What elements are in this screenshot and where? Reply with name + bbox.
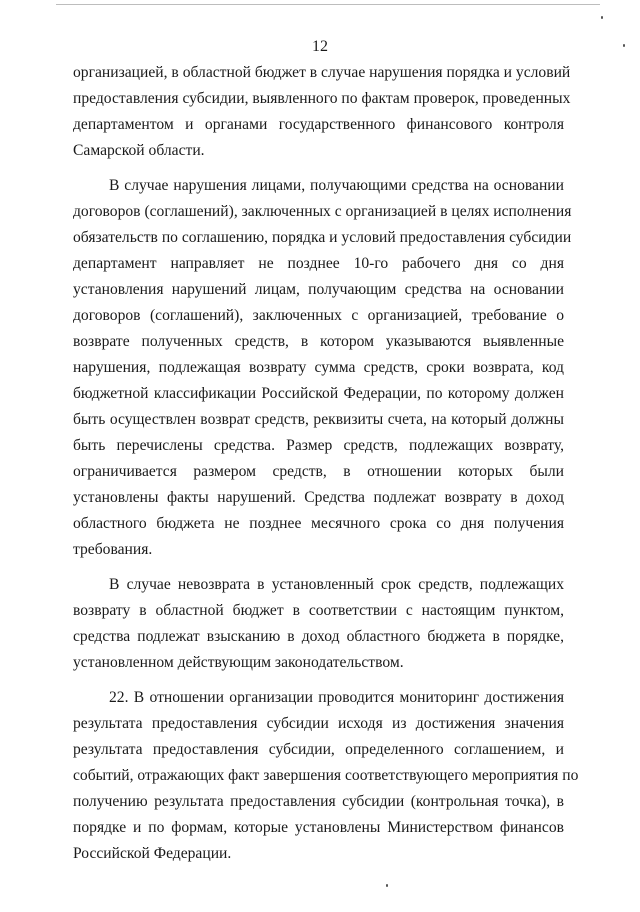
- text-line: средства подлежат взысканию в доход областного бюджета в порядке,: [73, 628, 564, 645]
- text-line: возврату в областной бюджет в соответствии с настоящим пунктом,: [73, 602, 564, 619]
- text-line: установленном действующим законодательством.: [73, 654, 404, 671]
- text-line: Российской Федерации.: [73, 845, 232, 862]
- text-line: предоставления субсидии, выявленного по фактам проверок, проведенных: [73, 90, 571, 107]
- text-line: областного бюджета не позднее месячного срока со дня получения: [73, 515, 564, 532]
- text-line: Самарской области.: [73, 142, 205, 159]
- page-number: 12: [312, 38, 328, 55]
- document-body: [73, 60, 579, 876]
- text-line: В случае невозврата в установленный срок средств, подлежащих: [109, 576, 564, 593]
- paragraph-item-22: [73, 685, 579, 867]
- text-line: договоров (соглашений), заключенных с организацией в целях исполнения: [73, 203, 572, 220]
- text-line: департамент направляет не позднее 10-го рабочего дня со дня: [73, 255, 564, 272]
- text-line: возврате полученных средств, в котором указываются выявленные: [73, 333, 564, 350]
- text-line: установлены факты нарушений. Средства подлежат возврату в доход: [73, 489, 564, 506]
- text-line: обязательств по соглашению, порядка и условий предоставления субсидии: [73, 229, 572, 246]
- text-line: результата предоставления субсидии исходя из достижения значения: [73, 715, 564, 732]
- text-line: 22. В отношении организации проводится мониторинг достижения: [109, 689, 564, 706]
- text-line: событий, отражающих факт завершения соответствующего мероприятия по: [73, 767, 579, 784]
- text-line: нарушения, подлежащая возврату сумма средств, сроки возврата, код: [73, 359, 564, 376]
- text-line: быть перечислены средства. Размер средств, подлежащих возврату,: [73, 437, 564, 454]
- text-line: быть осуществлен возврат средств, реквизиты счета, на который должны: [73, 411, 564, 428]
- scan-speck: [386, 884, 388, 887]
- text-line: получению результата предоставления субсидии (контрольная точка), в: [73, 793, 564, 810]
- text-line: требования.: [73, 541, 153, 558]
- text-line: договоров (соглашений), заключенных с организацией, требование о: [73, 307, 564, 324]
- paragraph-continuation: [73, 60, 571, 164]
- paragraph-non-return: [73, 572, 564, 676]
- text-line: департаментом и органами государственного финансового контроля: [73, 116, 564, 133]
- text-line: бюджетной классификации Российской Федерации, по которому должен: [73, 385, 564, 402]
- paragraph-violation-return: [73, 173, 572, 563]
- text-line: ограничивается размером средств, в отношении которых были: [73, 463, 564, 480]
- text-line: В случае нарушения лицами, получающими средства на основании: [109, 177, 564, 194]
- text-line: порядке и по формам, которые установлены Министерством финансов: [73, 819, 564, 836]
- text-line: результата предоставления субсидии, определенного соглашением, и: [73, 741, 564, 758]
- text-line: организацией, в областной бюджет в случае нарушения порядка и условий: [73, 64, 571, 81]
- scan-edge: [56, 4, 600, 5]
- scan-speck: [601, 16, 603, 19]
- text-line: установления нарушений лицам, получающим средства на основании: [73, 281, 564, 298]
